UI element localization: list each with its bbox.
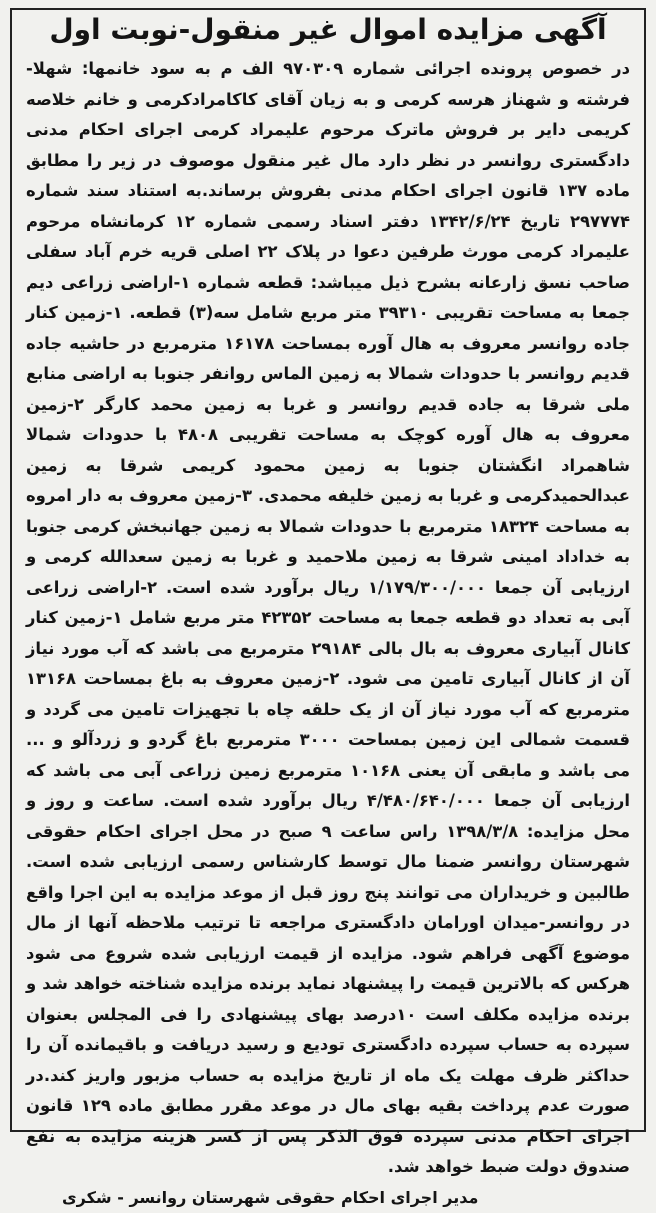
notice-title: آگهی مزایده اموال غیر منقول-نوبت اول: [49, 13, 607, 46]
notice-body: در خصوص پرونده اجرائی شماره ۹۷۰۳۰۹ الف م به سود خانمها: شهلا-فرشته و شهناز هرسه کرمی و به زیان آقای کاکامرادکرمی و خانم خلاصه کریمی دایر بر فروش ماترک مرحوم علیمراد کرمی اجرای احکام مدنی دادگستری روانسر در نظر دارد مال غیر منقول موصوف در زیر را مطابق ماده ۱۳۷ قانون اجرای احکام مدنی بفروش برساند.به استناد سند شماره ۲۹۷۷۷۴ تاریخ ۱۳۴۲/۶/۲۴ دفتر اسناد رسمی شماره ۱۲ کرمانشاه مرحوم علیمراد کرمی مورث طرفین دعوا در پلاک ۲۲ اصلی قریه خرم آباد سفلی صاحب نسق زارعانه بشرح ذیل میباشد: قطعه شماره ۱-اراضی زراعی دیم جمعا به مساحت تقریبی ۳۹۳۱۰ متر مربع شامل سه(۳) قطعه. ۱-زمین کنار جاده روانسر معروف به هال آوره بمساحت ۱۶۱۷۸ مترمربع در حاشیه جاده قدیم روانسر با حدودات شمالا به زمین الماس روانفر جنوبا به اراضی منابع ملی شرقا به جاده قدیم روانسر و غربا به زمین محمد کارگر ۲-زمین معروف به هال آوره کوچک به مساحت تقریبی ۴۸۰۸ با حدودات شمالا شاهمراد انگشتان جنوبا به زمین محمود کریمی شرقا به زمین عبدالحمیدکرمی و غربا به زمین خلیفه محمدی. ۳-زمین معروف به دار امروه به مساحت ۱۸۳۲۴ مترمربع با حدودات شمالا به زمین جهانبخش کرمی جنوبا به خداداد امینی شرقا به زمین ملاحمید و غربا به زمین سعدالله کرمی و ارزیابی آن جمعا ۱/۱۷۹/۳۰۰/۰۰۰ ریال برآورد شده است. ۲-اراضی زراعی آبی به تعداد دو قطعه جمعا به مساحت ۴۲۳۵۲ متر مربع شامل ۱-زمین کنار کانال آبیاری معروف به بال بالی ۲۹۱۸۴ مترمربع می باشد که آب مورد نیاز آن از کانال آبیاری تامین می شود. ۲-زمین معروف به باغ بمساحت ۱۳۱۶۸ مترمربع که آب مورد نیاز آن از یک حلقه چاه با تجهیزات تامین می گردد و قسمت شمالی این زمین بمساحت ۳۰۰۰ مترمربع باغ گردو و زردآلو و ... می باشد و مابقی آن یعنی ۱۰۱۶۸ مترمربع زمین زراعی آبی می باشد که ارزیابی آن جمعا ۴/۴۸۰/۶۴۰/۰۰۰ ریال برآورد شده است. ساعت و روز و محل مزایده: ۱۳۹۸/۳/۸ راس ساعت ۹ صبح در محل اجرای احکام حقوقی شهرستان روانسر ضمنا مال توسط کارشناس رسمی ارزیابی شده است. طالبین و خریداران می توانند پنج روز قبل از موعد مزایده به این اجرا واقع در روانسر-میدان اورامان دادگستری مراجعه تا ترتیب ملاحظه آنها از مال موضوع آگهی فراهم شود. مزایده از قیمت ارزیابی شده شروع می شود هرکس که بالاترین قیمت را پیشنهاد نماید برنده مزایده شناخته خواهد شد و برنده مزایده مکلف است ۱۰درصد بهای پیشنهادی را فی المجلس بعنوان سپرده به حساب سپرده دادگستری تودیع و رسید دریافت و باقیمانده آن را حداکثر ظرف مهلت یک ماه از تاریخ مزایده به حساب مزبور واریز کند.در صورت عدم پرداخت بقیه بهای مال در موعد مقرر مطابق ماده ۱۲۹ قانون اجرای احکام مدنی سپرده فوق الذکر پس از کسر هزینه مزایده به نفع صندوق دولت ضبط خواهد شد.: [26, 59, 631, 1176]
notice-signature: مدیر اجرای احکام حقوقی شهرستان روانسر - شکری: [62, 1187, 479, 1207]
